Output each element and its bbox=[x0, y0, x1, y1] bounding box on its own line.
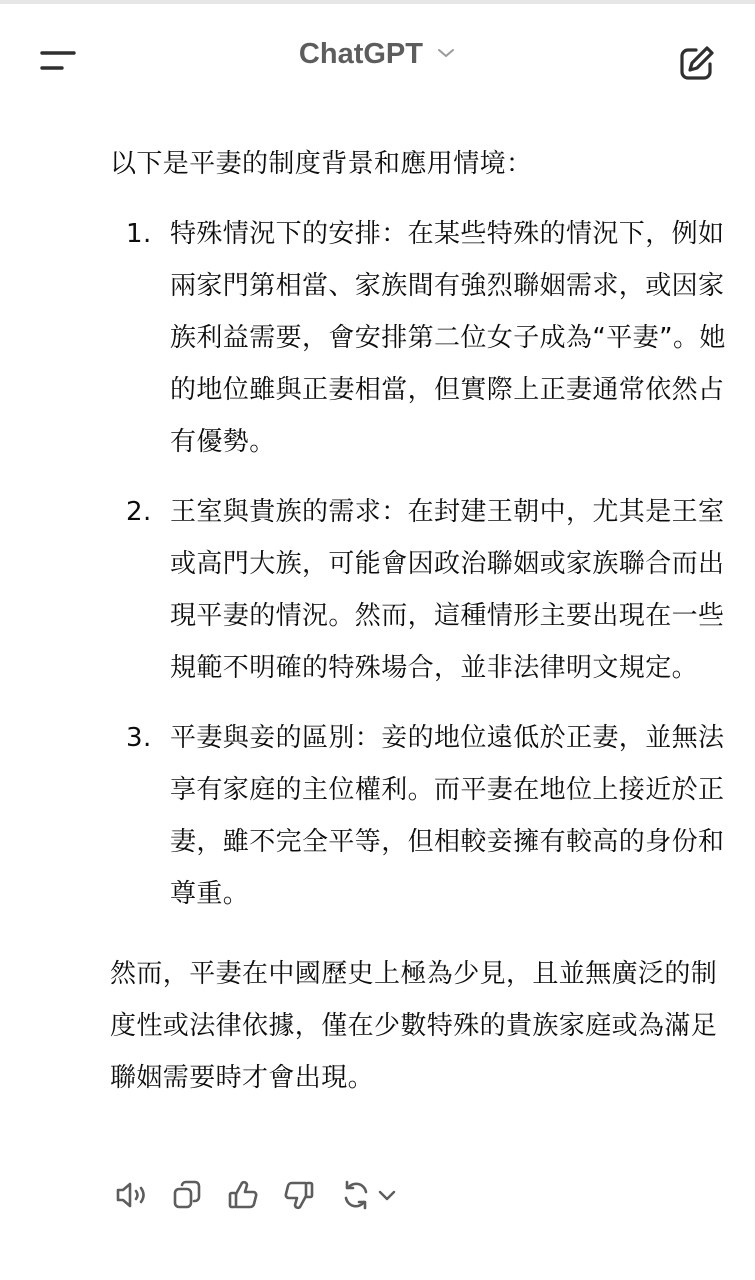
thumbs-up-icon bbox=[223, 1175, 263, 1215]
app-header bbox=[0, 4, 755, 108]
list-item-number: 2. bbox=[126, 497, 152, 527]
thumbs-down-icon bbox=[279, 1175, 319, 1215]
list-item-text: 平妻與妾的區別：妾的地位遠低於正妻，並無法享有家庭的主位權利。而平妻在地位上接近於正妻，雖不完全平等，但相較妾擁有較高的身份和尊重。 bbox=[170, 723, 725, 909]
message-intro: 以下是平妻的制度背景和應用情境： bbox=[110, 149, 533, 179]
app-title: ChatGPT bbox=[298, 38, 423, 70]
message-actions bbox=[108, 1172, 412, 1218]
new-chat-button[interactable] bbox=[670, 38, 726, 90]
message-outro: 然而，平妻在中國歷史上極為少見，且並無廣泛的制度性或法律依據，僅在少數特殊的貴族家庭或為滿足聯姻需要時才會出現。 bbox=[110, 959, 718, 1093]
list-item-text: 特殊情況下的安排：在某些特殊的情況下，例如兩家門第相當、家族間有強烈聯姻需求，或因家族利益需要，會安排第二位女子成為“平妻”。她的地位雖與正妻相當，但實際上正妻通常依然占有優勢。 bbox=[170, 219, 726, 457]
speaker-icon bbox=[111, 1175, 151, 1215]
copy-icon bbox=[167, 1175, 207, 1215]
list-item bbox=[110, 712, 735, 920]
list-item-number: 1. bbox=[126, 219, 152, 249]
chevron-down-icon bbox=[376, 1175, 398, 1215]
thumbs-down-button[interactable] bbox=[276, 1172, 322, 1218]
chevron-down-icon bbox=[436, 45, 456, 64]
thumbs-up-button[interactable] bbox=[220, 1172, 266, 1218]
regenerate-icon bbox=[336, 1175, 376, 1215]
list-item-number: 3. bbox=[126, 723, 152, 753]
copy-button[interactable] bbox=[164, 1172, 210, 1218]
assistant-message bbox=[110, 138, 735, 1104]
read-aloud-button[interactable] bbox=[108, 1172, 154, 1218]
edit-icon bbox=[670, 75, 726, 94]
model-selector[interactable] bbox=[0, 38, 755, 71]
regenerate-button[interactable] bbox=[332, 1172, 402, 1218]
message-list bbox=[110, 208, 735, 920]
list-item bbox=[110, 208, 735, 468]
list-item-text: 王室與貴族的需求：在封建王朝中，尤其是王室或高門大族，可能會因政治聯姻或家族聯合而出現平妻的情況。然而，這種情形主要出現在一些規範不明確的特殊場合，並非法律明文規定。 bbox=[170, 497, 725, 683]
list-item bbox=[110, 486, 735, 694]
